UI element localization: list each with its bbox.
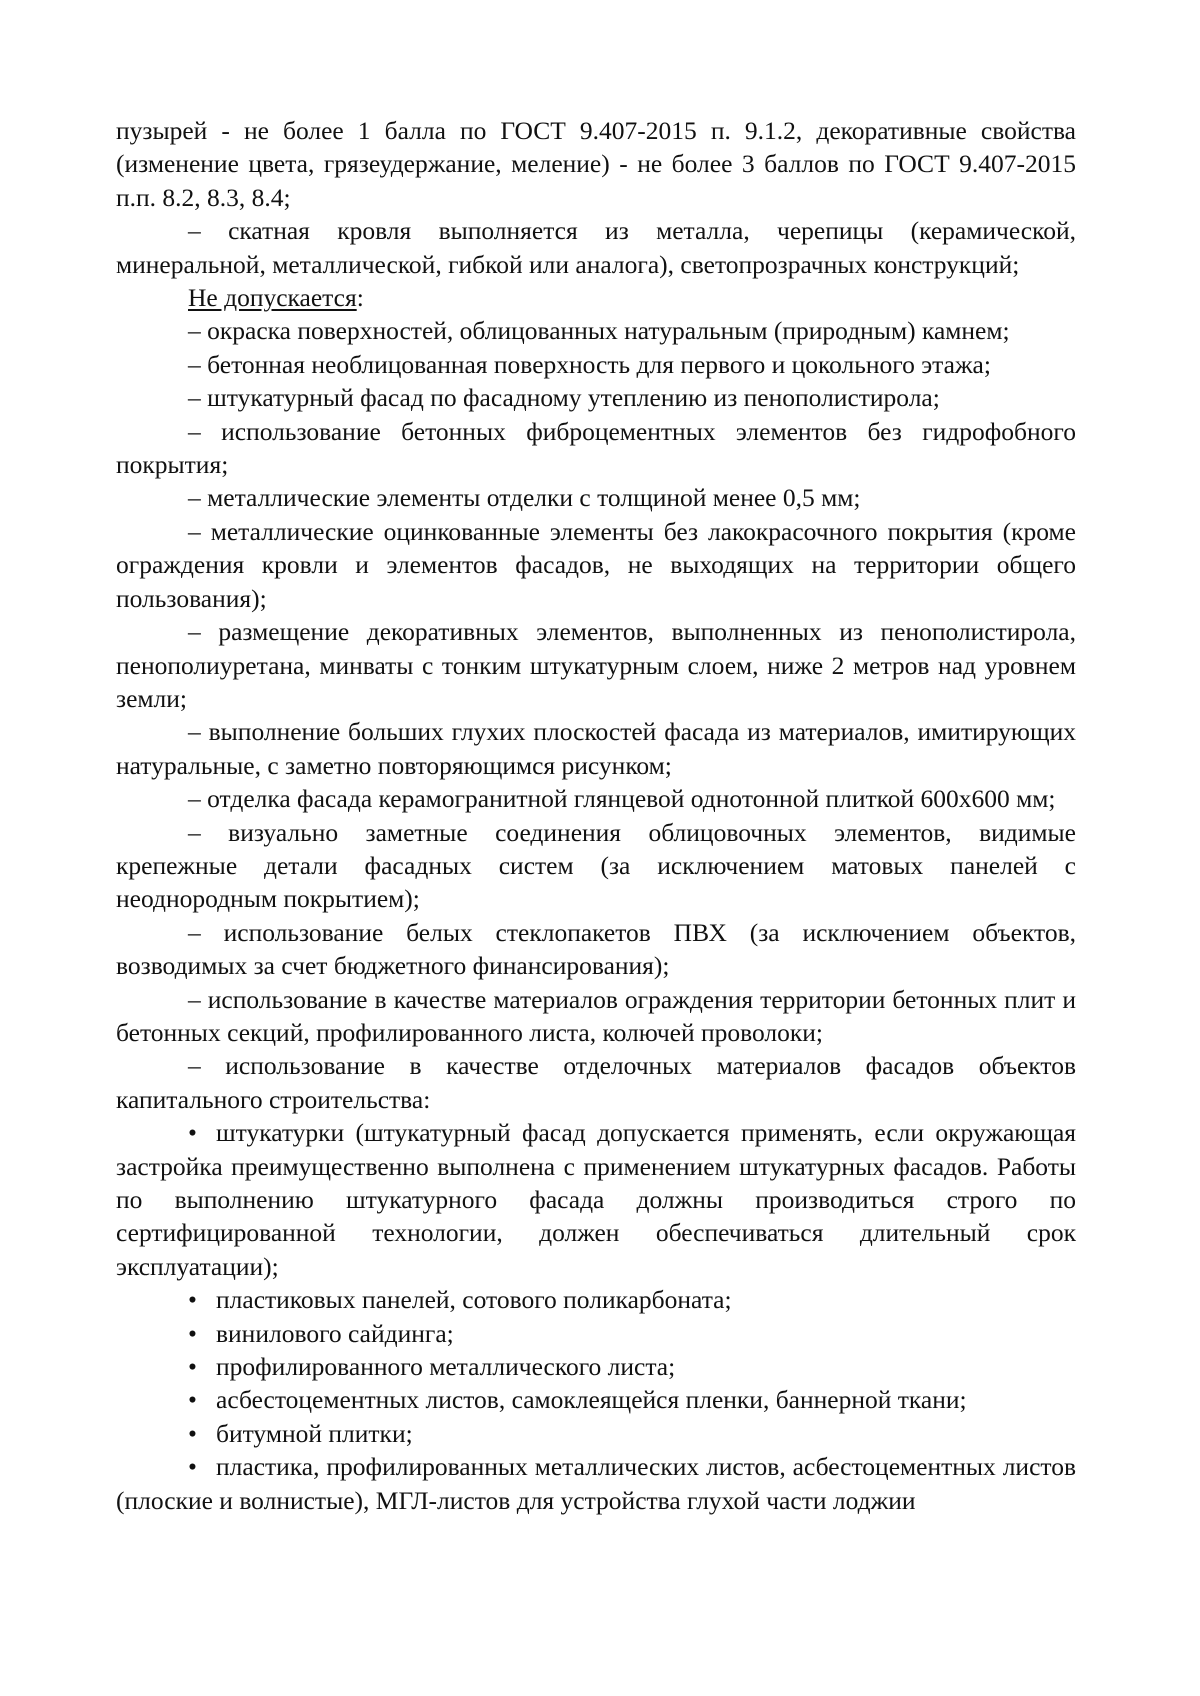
- list-item-bullet: [116, 1350, 1076, 1383]
- list-item-dash: – использование белых стеклопакетов ПВХ (за исключением объектов, возводимых за счет бюджетного финансирования);: [116, 917, 1076, 981]
- bullet-text: профилированного металлического листа;: [216, 1352, 676, 1382]
- document-page: [116, 114, 1076, 1517]
- section-heading: [116, 281, 1076, 314]
- list-item-dash: – размещение декоративных элементов, выполненных из пенополистирола, пенополиуретана, минваты с тонким штукатурным слоем, ниже 2 метров над уровнем земли;: [116, 617, 1076, 713]
- paragraph-continuation: пузырей - не более 1 балла по ГОСТ 9.407-2015 п. 9.1.2, декоративные свойства (изменение цвета, грязеудержание, меление) - не более 3 баллов по ГОСТ 9.407-2015 п.п. 8.2, 8.3, 8.4;: [116, 116, 1076, 212]
- list-item-bullet: [116, 1383, 1076, 1416]
- bullet-icon: •: [188, 1352, 197, 1382]
- bullet-icon: •: [188, 1118, 197, 1148]
- bullet-icon: •: [188, 1452, 197, 1482]
- list-item-dash: – выполнение больших глухих плоскостей фасада из материалов, имитирующих натуральные, с заметно повторяющимся рисунком;: [116, 717, 1076, 780]
- bullet-icon: •: [188, 1418, 197, 1448]
- bullet-text: пластиковых панелей, сотового поликарбоната;: [216, 1285, 732, 1315]
- heading-text: Не допускается: [188, 283, 357, 313]
- list-item-dash: – визуально заметные соединения облицовочных элементов, видимые крепежные детали фасадных систем (за исключением матовых панелей с неоднородным покрытием);: [116, 817, 1076, 914]
- list-item-dash: – использование в качестве отделочных материалов фасадов объектов капитального строительства:: [116, 1051, 1076, 1114]
- bullet-text: битумной плитки;: [216, 1418, 413, 1448]
- list-item-dash: – штукатурный фасад по фасадному утеплению из пенополистирола;: [188, 383, 940, 413]
- bullet-icon: •: [188, 1385, 197, 1415]
- list-item-dash: – скатная кровля выполняется из металла, черепицы (керамической, минеральной, металлической, гибкой или аналога), светопрозрачных конструкций;: [116, 216, 1076, 279]
- list-item-dash: – бетонная необлицованная поверхность для первого и цокольного этажа;: [188, 349, 991, 379]
- list-item-dash: – использование бетонных фиброцементных элементов без гидрофобного покрытия;: [116, 416, 1076, 480]
- heading-colon: :: [356, 283, 364, 313]
- list-item-bullet: [116, 1283, 1076, 1316]
- list-item-bullet: [116, 1116, 1076, 1283]
- list-item-dash: – использование в качестве материалов ограждения территории бетонных плит и бетонных секций, профилированного листа, колючей проволоки;: [116, 984, 1076, 1047]
- list-item-dash: – металлические оцинкованные элементы без лакокрасочного покрытия (кроме ограждения кровли и элементов фасадов, не выходящих на территории общего пользования);: [116, 516, 1076, 613]
- list-item-bullet: [116, 1417, 1076, 1450]
- list-item-bullet: [116, 1317, 1076, 1350]
- bullet-icon: •: [188, 1318, 197, 1348]
- bullet-icon: •: [188, 1285, 197, 1315]
- bullet-text: штукатурки (штукатурный фасад допускается применять, если окружающая застройка преимущественно выполнена с применением штукатурных фасадов. Работы по выполнению штукатурного фасада должны производиться строго по сертифицированной технологии, должен обеспечиваться длительный срок эксплуатации);: [116, 1118, 1076, 1281]
- list-item-dash: – отделка фасада керамогранитной глянцевой однотонной плиткой 600х600 мм;: [188, 784, 1056, 814]
- list-item-bullet: [116, 1450, 1076, 1517]
- list-item-dash: – окраска поверхностей, облицованных натуральным (природным) камнем;: [188, 316, 1010, 346]
- bullet-text: винилового сайдинга;: [216, 1318, 454, 1348]
- list-item-dash: – металлические элементы отделки с толщиной менее 0,5 мм;: [188, 483, 861, 513]
- bullet-text: асбестоцементных листов, самоклеящейся пленки, баннерной ткани;: [216, 1385, 967, 1415]
- bullet-text: пластика, профилированных металлических листов, асбестоцементных листов (плоские и волнистые), МГЛ-листов для устройства глухой части лоджии: [116, 1452, 1076, 1515]
